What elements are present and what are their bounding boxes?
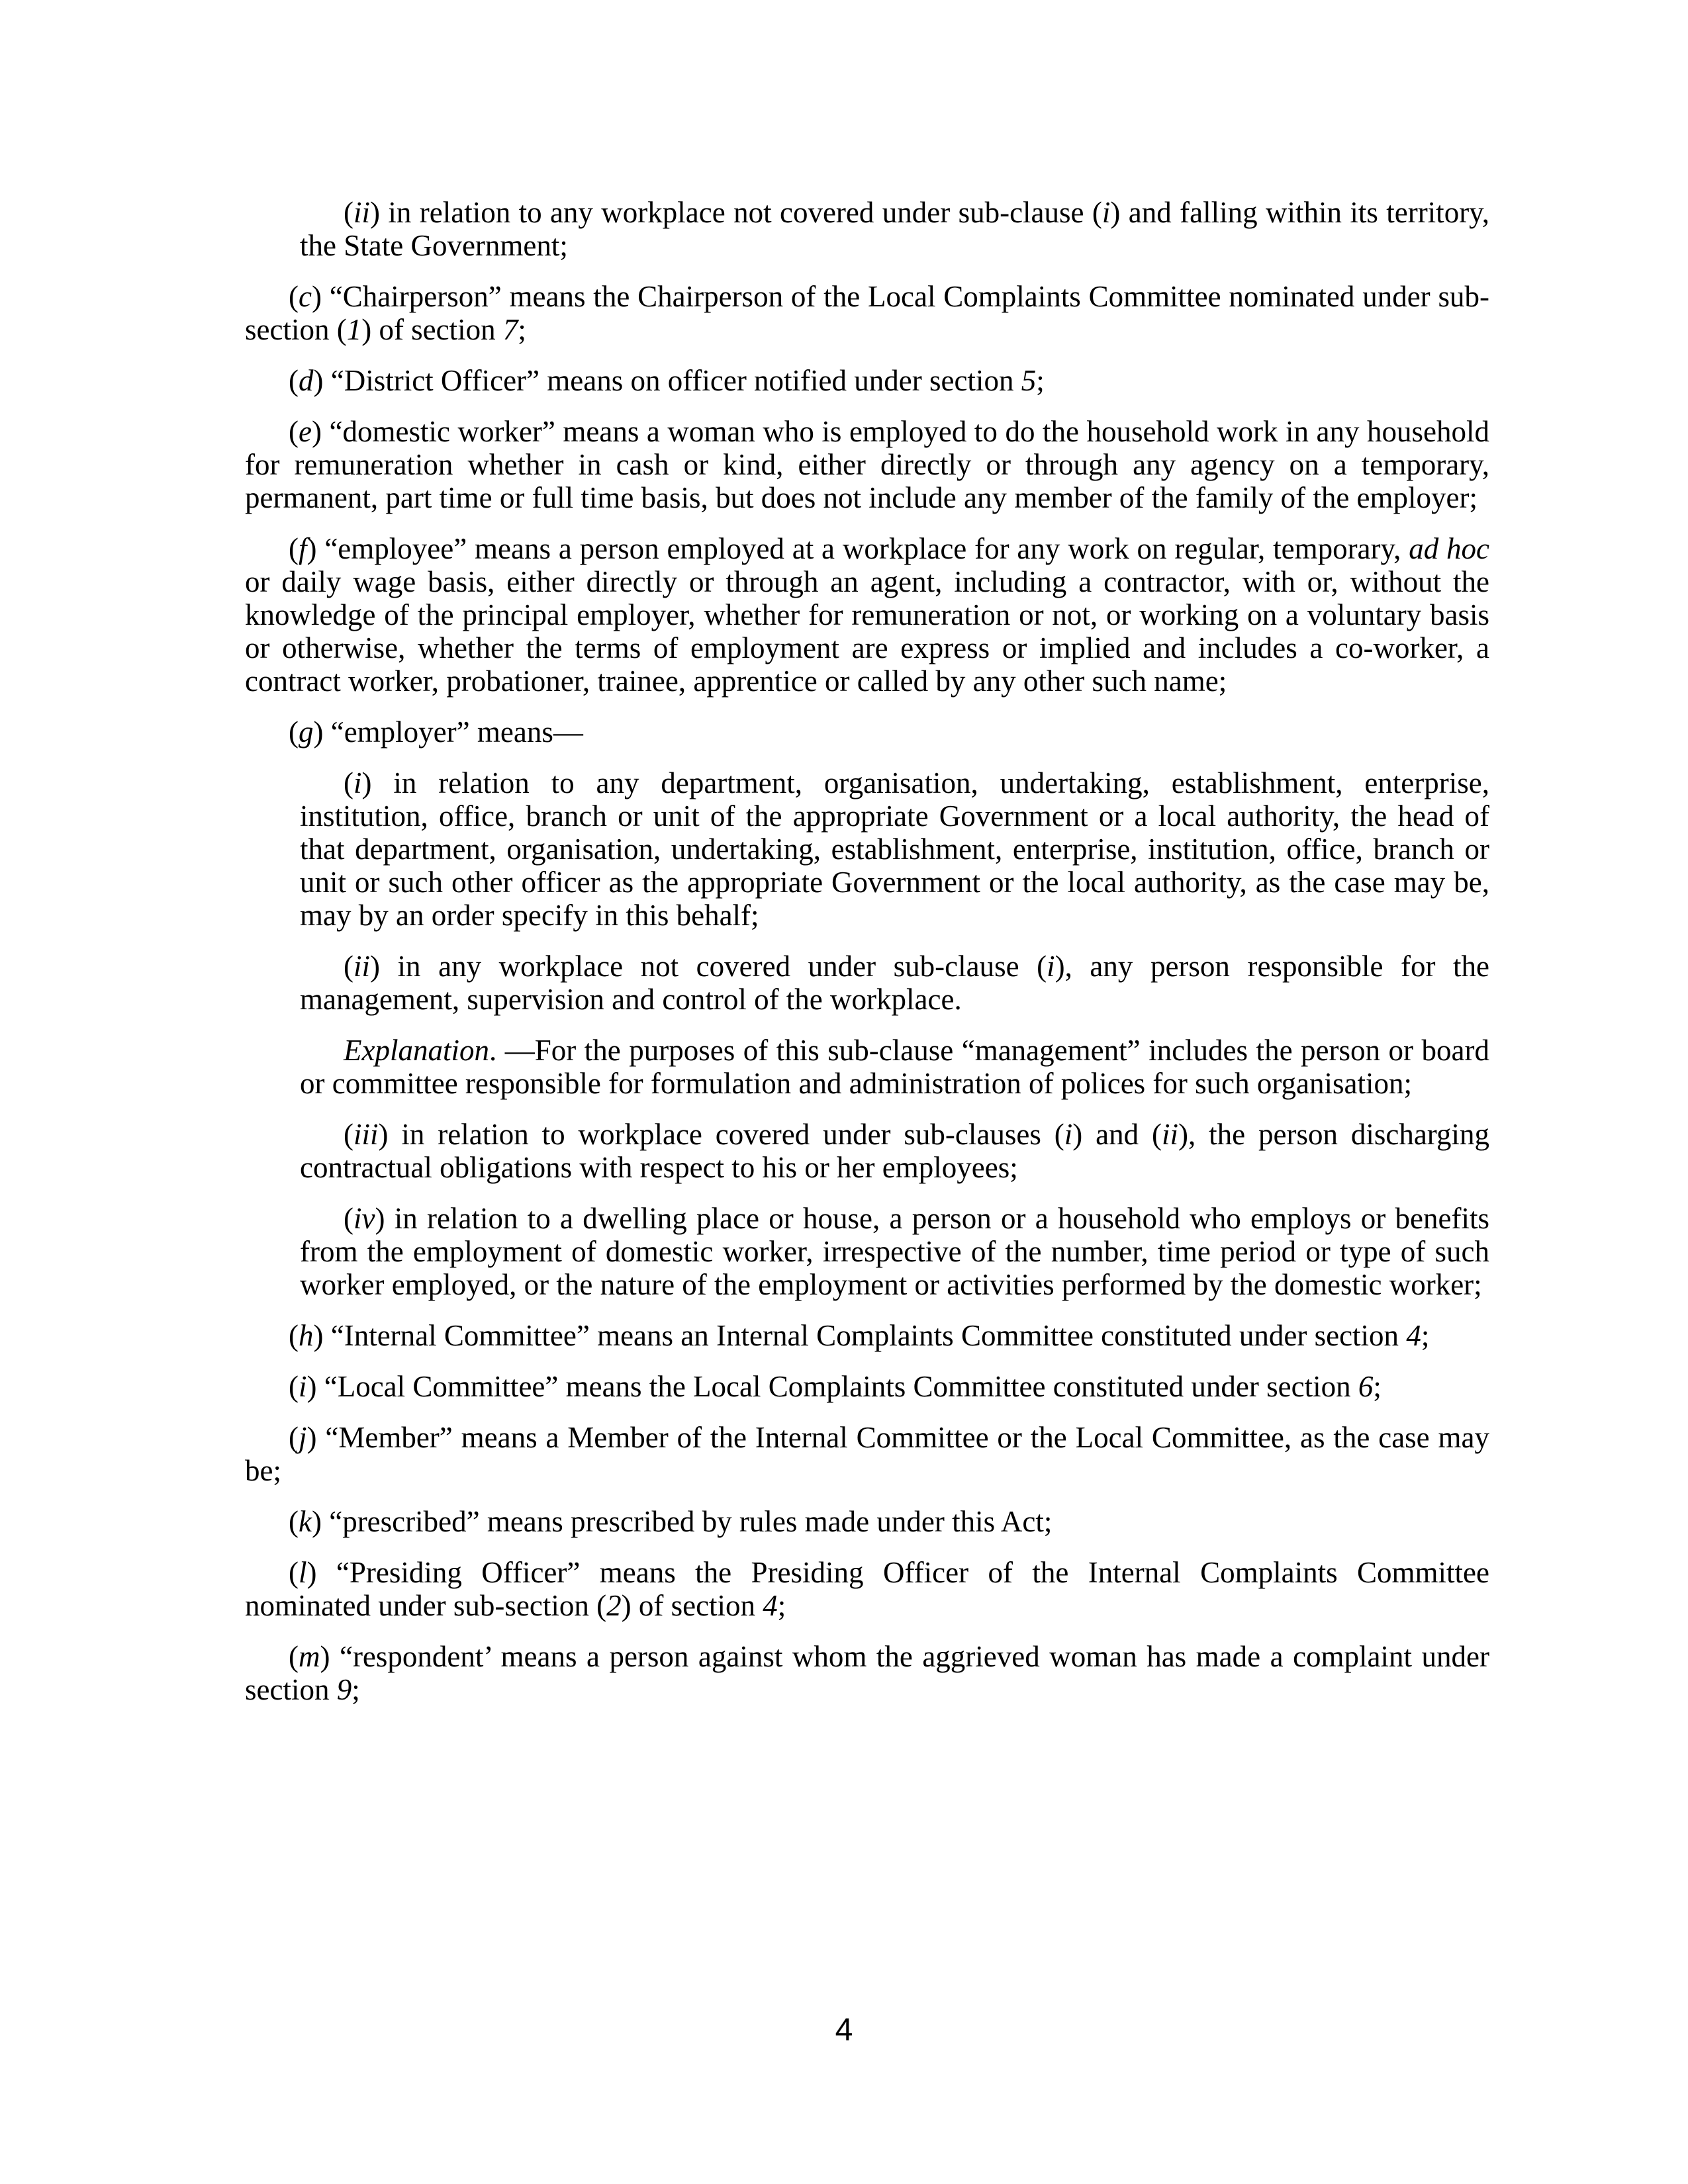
clause-i-local-committee: (i) “Local Committee” means the Local Complaints Committee constituted under section 6; [289, 1370, 1382, 1403]
employer-sub-clause-ii: (ii) in any workplace not covered under sub-clause (i), any person responsible for the management, supervision and control of the workplace. [300, 950, 1489, 1016]
clause-e-domestic-worker: (e) “domestic worker” means a woman who is employed to do the household work in any household for remuneration whether in cash or kind, either directly or through any agency on a temporary, permanent, part time or full time basis, but does not include any member of the family of the employer; [245, 415, 1489, 514]
employer-sub-clause-i: (i) in relation to any department, organisation, undertaking, establishment, enterprise, institution, office, branch or unit of the appropriate Government or a local authority, the head of that department, organisation, undertaking, establishment, enterprise, institution, office, branch or unit or such other officer as the appropriate Government or the local authority, as the case may be, may by an order specify in this behalf; [300, 766, 1489, 932]
sub-clause-ii-state-government: (ii) in relation to any workplace not covered under sub-clause (i) and falling within its territory, the State Government; [300, 196, 1490, 262]
employer-explanation: Explanation. —For the purposes of this sub-clause “management” includes the person or board or committee responsible for formulation and administration of polices for such organisation; [300, 1034, 1489, 1100]
clause-m-respondent: (m) “respondent’ means a person against whom the aggrieved woman has made a complaint under section 9; [245, 1640, 1489, 1706]
employer-sub-clause-iii: (iii) in relation to workplace covered under sub-clauses (i) and (ii), the person discharging contractual obligations with respect to his or her employees; [300, 1118, 1489, 1184]
page-number: 4 [835, 2013, 853, 2048]
clause-l-presiding-officer: (l) “Presiding Officer” means the Presiding Officer of the Internal Complaints Committee nominated under sub-section (2) of section 4; [245, 1556, 1489, 1622]
clause-j-member: (j) “Member” means a Member of the Internal Committee or the Local Committee, as the case may be; [245, 1421, 1489, 1487]
clause-c-chairperson: (c) “Chairperson” means the Chairperson of the Local Complaints Committee nominated under sub-section (1) of section 7; [245, 280, 1489, 346]
clause-d-district-officer: (d) “District Officer” means on officer notified under section 5; [289, 364, 1045, 397]
employer-sub-clause-iv: (iv) in relation to a dwelling place or house, a person or a household who employs or benefits from the employment of domestic worker, irrespective of the number, time period or type of such worker employed, or the nature of the employment or activities performed by the domestic worker; [300, 1202, 1489, 1301]
clause-h-internal-committee: (h) “Internal Committee” means an Internal Complaints Committee constituted under section 4; [289, 1319, 1430, 1352]
definitions-text-block [245, 196, 1489, 1706]
clause-k-prescribed: (k) “prescribed” means prescribed by rules made under this Act; [289, 1505, 1053, 1538]
clause-g-employer: (g) “employer” means— [289, 715, 583, 749]
clause-f-employee: (f) “employee” means a person employed at a workplace for any work on regular, temporary, ad hoc or daily wage basis, either directly or through an agent, including a contractor, with or, without the knowledge of the principal employer, whether for remuneration or not, or working on a voluntary basis or otherwise, whether the terms of employment are express or implied and includes a co-worker, a contract worker, probationer, trainee, apprentice or called by any other such name; [245, 532, 1489, 698]
